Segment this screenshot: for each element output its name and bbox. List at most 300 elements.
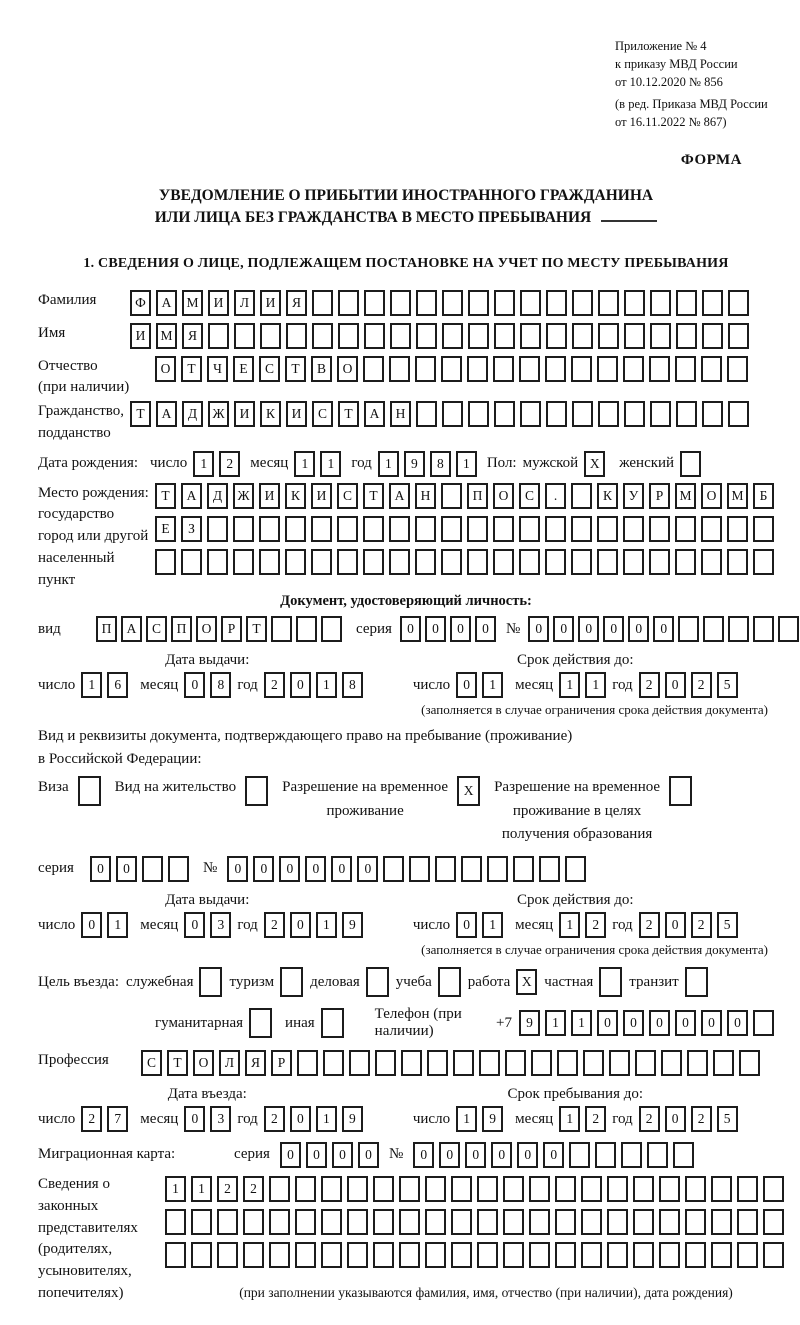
char-box[interactable]: А bbox=[121, 616, 142, 642]
char-box[interactable]: И bbox=[208, 290, 229, 316]
char-box[interactable] bbox=[678, 616, 699, 642]
char-box[interactable] bbox=[505, 1050, 526, 1076]
char-box[interactable]: 2 bbox=[585, 1106, 606, 1132]
char-box[interactable] bbox=[650, 290, 671, 316]
char-box[interactable] bbox=[675, 549, 696, 575]
char-box[interactable]: 1 bbox=[585, 672, 606, 698]
char-box[interactable] bbox=[565, 856, 586, 882]
char-box[interactable]: И bbox=[286, 401, 307, 427]
char-box[interactable]: 1 bbox=[559, 912, 580, 938]
char-box[interactable]: 2 bbox=[639, 1106, 660, 1132]
char-box[interactable] bbox=[703, 616, 724, 642]
char-box[interactable]: 5 bbox=[717, 912, 738, 938]
char-box[interactable]: Ж bbox=[233, 483, 254, 509]
char-box[interactable] bbox=[650, 401, 671, 427]
char-box[interactable]: 0 bbox=[603, 616, 624, 642]
char-box[interactable] bbox=[659, 1176, 680, 1202]
char-box[interactable] bbox=[685, 1209, 706, 1235]
char-box[interactable] bbox=[441, 516, 462, 542]
char-box[interactable] bbox=[477, 1176, 498, 1202]
char-box[interactable]: 5 bbox=[717, 672, 738, 698]
char-box[interactable] bbox=[623, 549, 644, 575]
char-box[interactable]: Р bbox=[221, 616, 242, 642]
char-box[interactable] bbox=[337, 516, 358, 542]
char-box[interactable] bbox=[297, 1050, 318, 1076]
char-box[interactable] bbox=[453, 1050, 474, 1076]
char-box[interactable]: 2 bbox=[639, 912, 660, 938]
char-box[interactable] bbox=[286, 323, 307, 349]
char-box[interactable] bbox=[520, 323, 541, 349]
char-box[interactable]: Т bbox=[181, 356, 202, 382]
char-box[interactable] bbox=[217, 1242, 238, 1268]
char-box[interactable] bbox=[233, 549, 254, 575]
char-box[interactable] bbox=[545, 549, 566, 575]
char-box[interactable] bbox=[399, 1242, 420, 1268]
char-box[interactable] bbox=[545, 356, 566, 382]
char-box[interactable] bbox=[321, 1176, 342, 1202]
char-box[interactable] bbox=[389, 549, 410, 575]
char-box[interactable]: Д bbox=[207, 483, 228, 509]
char-box[interactable] bbox=[607, 1176, 628, 1202]
char-box[interactable] bbox=[243, 1209, 264, 1235]
purpose-transit-checkbox[interactable] bbox=[685, 967, 708, 997]
char-box[interactable] bbox=[191, 1242, 212, 1268]
char-box[interactable]: Я bbox=[286, 290, 307, 316]
char-box[interactable] bbox=[493, 549, 514, 575]
char-box[interactable]: 0 bbox=[517, 1142, 538, 1168]
char-box[interactable] bbox=[271, 616, 292, 642]
purpose-work-checkbox[interactable]: X bbox=[516, 969, 537, 995]
char-box[interactable] bbox=[661, 1050, 682, 1076]
char-box[interactable]: 1 bbox=[559, 1106, 580, 1132]
char-box[interactable]: М bbox=[182, 290, 203, 316]
char-box[interactable]: К bbox=[597, 483, 618, 509]
char-box[interactable]: 8 bbox=[342, 672, 363, 698]
char-box[interactable]: Л bbox=[234, 290, 255, 316]
char-box[interactable]: 2 bbox=[585, 912, 606, 938]
char-box[interactable]: 1 bbox=[107, 912, 128, 938]
char-box[interactable] bbox=[217, 1209, 238, 1235]
char-box[interactable] bbox=[338, 290, 359, 316]
char-box[interactable]: М bbox=[156, 323, 177, 349]
char-box[interactable] bbox=[311, 516, 332, 542]
char-box[interactable] bbox=[728, 616, 749, 642]
char-box[interactable] bbox=[416, 323, 437, 349]
char-box[interactable]: Ч bbox=[207, 356, 228, 382]
char-box[interactable] bbox=[285, 549, 306, 575]
char-box[interactable] bbox=[753, 549, 774, 575]
char-box[interactable]: 1 bbox=[378, 451, 399, 477]
char-box[interactable]: Я bbox=[182, 323, 203, 349]
char-box[interactable] bbox=[531, 1050, 552, 1076]
char-box[interactable] bbox=[676, 323, 697, 349]
char-box[interactable] bbox=[571, 516, 592, 542]
char-box[interactable] bbox=[529, 1209, 550, 1235]
char-box[interactable] bbox=[442, 323, 463, 349]
char-box[interactable] bbox=[295, 1209, 316, 1235]
char-box[interactable]: 0 bbox=[81, 912, 102, 938]
char-box[interactable] bbox=[269, 1209, 290, 1235]
char-box[interactable]: 1 bbox=[193, 451, 214, 477]
char-box[interactable] bbox=[477, 1209, 498, 1235]
char-box[interactable]: 0 bbox=[665, 672, 686, 698]
purpose-study-checkbox[interactable] bbox=[438, 967, 461, 997]
char-box[interactable] bbox=[763, 1242, 784, 1268]
char-box[interactable]: 0 bbox=[653, 616, 674, 642]
char-box[interactable]: 1 bbox=[191, 1176, 212, 1202]
char-box[interactable]: 9 bbox=[404, 451, 425, 477]
char-box[interactable]: Т bbox=[285, 356, 306, 382]
char-box[interactable]: 1 bbox=[456, 451, 477, 477]
char-box[interactable] bbox=[338, 323, 359, 349]
char-box[interactable]: Л bbox=[219, 1050, 240, 1076]
char-box[interactable]: 1 bbox=[316, 1106, 337, 1132]
char-box[interactable] bbox=[494, 290, 515, 316]
char-box[interactable] bbox=[295, 1242, 316, 1268]
char-box[interactable] bbox=[415, 516, 436, 542]
char-box[interactable] bbox=[607, 1209, 628, 1235]
char-box[interactable] bbox=[295, 1176, 316, 1202]
temp-residence-checkbox[interactable]: X bbox=[457, 776, 480, 806]
char-box[interactable] bbox=[649, 549, 670, 575]
char-box[interactable]: 2 bbox=[219, 451, 240, 477]
char-box[interactable] bbox=[597, 516, 618, 542]
char-box[interactable] bbox=[598, 401, 619, 427]
char-box[interactable]: З bbox=[181, 516, 202, 542]
char-box[interactable]: Ж bbox=[208, 401, 229, 427]
char-box[interactable] bbox=[569, 1142, 590, 1168]
char-box[interactable] bbox=[321, 1242, 342, 1268]
char-box[interactable]: 1 bbox=[456, 1106, 477, 1132]
char-box[interactable] bbox=[753, 516, 774, 542]
char-box[interactable] bbox=[494, 401, 515, 427]
char-box[interactable]: 0 bbox=[184, 1106, 205, 1132]
purpose-other-checkbox[interactable] bbox=[321, 1008, 344, 1038]
char-box[interactable] bbox=[207, 549, 228, 575]
char-box[interactable]: 0 bbox=[306, 1142, 327, 1168]
char-box[interactable] bbox=[461, 856, 482, 882]
char-box[interactable] bbox=[321, 1209, 342, 1235]
char-box[interactable]: 2 bbox=[264, 912, 285, 938]
char-box[interactable]: 9 bbox=[342, 912, 363, 938]
char-box[interactable] bbox=[191, 1209, 212, 1235]
char-box[interactable]: 0 bbox=[649, 1010, 670, 1036]
char-box[interactable]: Т bbox=[338, 401, 359, 427]
char-box[interactable] bbox=[493, 516, 514, 542]
char-box[interactable]: 1 bbox=[320, 451, 341, 477]
char-box[interactable] bbox=[650, 323, 671, 349]
char-box[interactable]: П bbox=[171, 616, 192, 642]
char-box[interactable]: 0 bbox=[701, 1010, 722, 1036]
char-box[interactable]: 0 bbox=[305, 856, 326, 882]
char-box[interactable] bbox=[468, 401, 489, 427]
char-box[interactable] bbox=[409, 856, 430, 882]
char-box[interactable] bbox=[701, 549, 722, 575]
char-box[interactable]: С bbox=[146, 616, 167, 642]
char-box[interactable]: 0 bbox=[439, 1142, 460, 1168]
char-box[interactable] bbox=[425, 1209, 446, 1235]
char-box[interactable] bbox=[321, 616, 342, 642]
char-box[interactable]: С bbox=[312, 401, 333, 427]
char-box[interactable] bbox=[702, 401, 723, 427]
char-box[interactable] bbox=[401, 1050, 422, 1076]
char-box[interactable] bbox=[468, 323, 489, 349]
char-box[interactable]: 0 bbox=[465, 1142, 486, 1168]
char-box[interactable]: 1 bbox=[165, 1176, 186, 1202]
char-box[interactable]: 8 bbox=[210, 672, 231, 698]
char-box[interactable]: 0 bbox=[456, 912, 477, 938]
char-box[interactable] bbox=[259, 549, 280, 575]
char-box[interactable] bbox=[519, 549, 540, 575]
char-box[interactable] bbox=[713, 1050, 734, 1076]
char-box[interactable] bbox=[675, 356, 696, 382]
char-box[interactable]: 0 bbox=[227, 856, 248, 882]
char-box[interactable] bbox=[649, 356, 670, 382]
char-box[interactable] bbox=[155, 549, 176, 575]
char-box[interactable]: . bbox=[545, 483, 566, 509]
char-box[interactable] bbox=[597, 356, 618, 382]
char-box[interactable]: В bbox=[311, 356, 332, 382]
char-box[interactable]: 0 bbox=[553, 616, 574, 642]
char-box[interactable]: 2 bbox=[264, 672, 285, 698]
char-box[interactable] bbox=[701, 356, 722, 382]
char-box[interactable] bbox=[425, 1176, 446, 1202]
char-box[interactable] bbox=[243, 1242, 264, 1268]
char-box[interactable] bbox=[364, 323, 385, 349]
char-box[interactable]: Ф bbox=[130, 290, 151, 316]
char-box[interactable] bbox=[595, 1142, 616, 1168]
char-box[interactable]: Б bbox=[753, 483, 774, 509]
char-box[interactable] bbox=[609, 1050, 630, 1076]
char-box[interactable] bbox=[168, 856, 189, 882]
char-box[interactable] bbox=[571, 356, 592, 382]
char-box[interactable]: 1 bbox=[571, 1010, 592, 1036]
char-box[interactable] bbox=[647, 1142, 668, 1168]
char-box[interactable]: 0 bbox=[491, 1142, 512, 1168]
char-box[interactable] bbox=[165, 1242, 186, 1268]
char-box[interactable] bbox=[451, 1209, 472, 1235]
char-box[interactable]: 0 bbox=[357, 856, 378, 882]
char-box[interactable]: О bbox=[196, 616, 217, 642]
char-box[interactable] bbox=[727, 356, 748, 382]
char-box[interactable] bbox=[451, 1242, 472, 1268]
char-box[interactable]: 2 bbox=[639, 672, 660, 698]
char-box[interactable]: 0 bbox=[665, 912, 686, 938]
char-box[interactable] bbox=[685, 1176, 706, 1202]
char-box[interactable] bbox=[311, 549, 332, 575]
char-box[interactable] bbox=[701, 516, 722, 542]
char-box[interactable] bbox=[285, 516, 306, 542]
char-box[interactable]: 0 bbox=[279, 856, 300, 882]
temp-residence-edu-checkbox[interactable] bbox=[669, 776, 692, 806]
char-box[interactable] bbox=[728, 401, 749, 427]
char-box[interactable] bbox=[737, 1176, 758, 1202]
char-box[interactable] bbox=[702, 290, 723, 316]
char-box[interactable]: 2 bbox=[217, 1176, 238, 1202]
char-box[interactable]: С bbox=[259, 356, 280, 382]
char-box[interactable]: К bbox=[285, 483, 306, 509]
char-box[interactable] bbox=[442, 401, 463, 427]
char-box[interactable] bbox=[337, 549, 358, 575]
char-box[interactable] bbox=[503, 1176, 524, 1202]
visa-checkbox[interactable] bbox=[78, 776, 101, 806]
char-box[interactable] bbox=[493, 356, 514, 382]
char-box[interactable] bbox=[467, 516, 488, 542]
char-box[interactable]: А bbox=[156, 401, 177, 427]
char-box[interactable] bbox=[763, 1176, 784, 1202]
char-box[interactable]: О bbox=[337, 356, 358, 382]
char-box[interactable]: Т bbox=[363, 483, 384, 509]
char-box[interactable] bbox=[598, 323, 619, 349]
char-box[interactable] bbox=[373, 1209, 394, 1235]
char-box[interactable] bbox=[571, 549, 592, 575]
char-box[interactable]: Н bbox=[390, 401, 411, 427]
char-box[interactable]: 2 bbox=[243, 1176, 264, 1202]
char-box[interactable] bbox=[702, 323, 723, 349]
char-box[interactable]: 0 bbox=[358, 1142, 379, 1168]
char-box[interactable] bbox=[347, 1209, 368, 1235]
char-box[interactable] bbox=[467, 549, 488, 575]
char-box[interactable] bbox=[675, 516, 696, 542]
char-box[interactable] bbox=[728, 290, 749, 316]
char-box[interactable] bbox=[633, 1176, 654, 1202]
char-box[interactable]: О bbox=[155, 356, 176, 382]
char-box[interactable]: О bbox=[701, 483, 722, 509]
char-box[interactable] bbox=[581, 1176, 602, 1202]
char-box[interactable] bbox=[207, 516, 228, 542]
char-box[interactable] bbox=[479, 1050, 500, 1076]
char-box[interactable] bbox=[347, 1176, 368, 1202]
char-box[interactable] bbox=[142, 856, 163, 882]
char-box[interactable] bbox=[581, 1209, 602, 1235]
char-box[interactable] bbox=[269, 1242, 290, 1268]
char-box[interactable]: 0 bbox=[400, 616, 421, 642]
char-box[interactable] bbox=[415, 356, 436, 382]
char-box[interactable]: А bbox=[364, 401, 385, 427]
char-box[interactable] bbox=[778, 616, 799, 642]
char-box[interactable] bbox=[441, 483, 462, 509]
char-box[interactable]: 0 bbox=[727, 1010, 748, 1036]
char-box[interactable]: 1 bbox=[81, 672, 102, 698]
char-box[interactable] bbox=[477, 1242, 498, 1268]
char-box[interactable]: 0 bbox=[184, 912, 205, 938]
char-box[interactable]: 0 bbox=[628, 616, 649, 642]
char-box[interactable] bbox=[416, 401, 437, 427]
char-box[interactable] bbox=[598, 290, 619, 316]
char-box[interactable] bbox=[529, 1176, 550, 1202]
char-box[interactable] bbox=[427, 1050, 448, 1076]
char-box[interactable]: 1 bbox=[482, 672, 503, 698]
char-box[interactable]: О bbox=[493, 483, 514, 509]
char-box[interactable]: 0 bbox=[665, 1106, 686, 1132]
char-box[interactable] bbox=[503, 1242, 524, 1268]
char-box[interactable] bbox=[373, 1176, 394, 1202]
char-box[interactable] bbox=[728, 323, 749, 349]
char-box[interactable]: Р bbox=[271, 1050, 292, 1076]
char-box[interactable]: 0 bbox=[290, 672, 311, 698]
purpose-tourism-checkbox[interactable] bbox=[280, 967, 303, 997]
char-box[interactable] bbox=[555, 1242, 576, 1268]
char-box[interactable]: И bbox=[311, 483, 332, 509]
char-box[interactable] bbox=[415, 549, 436, 575]
char-box[interactable] bbox=[635, 1050, 656, 1076]
residence-permit-checkbox[interactable] bbox=[245, 776, 268, 806]
char-box[interactable]: 1 bbox=[559, 672, 580, 698]
char-box[interactable] bbox=[416, 290, 437, 316]
char-box[interactable]: 0 bbox=[413, 1142, 434, 1168]
char-box[interactable] bbox=[546, 290, 567, 316]
char-box[interactable]: А bbox=[181, 483, 202, 509]
char-box[interactable]: 0 bbox=[90, 856, 111, 882]
purpose-business-checkbox[interactable] bbox=[366, 967, 389, 997]
char-box[interactable] bbox=[312, 323, 333, 349]
char-box[interactable] bbox=[711, 1242, 732, 1268]
char-box[interactable]: П bbox=[96, 616, 117, 642]
char-box[interactable] bbox=[399, 1176, 420, 1202]
char-box[interactable] bbox=[513, 856, 534, 882]
char-box[interactable] bbox=[583, 1050, 604, 1076]
char-box[interactable]: Т bbox=[130, 401, 151, 427]
char-box[interactable]: 6 bbox=[107, 672, 128, 698]
char-box[interactable]: 0 bbox=[332, 1142, 353, 1168]
char-box[interactable]: Я bbox=[245, 1050, 266, 1076]
char-box[interactable]: 1 bbox=[294, 451, 315, 477]
char-box[interactable]: 1 bbox=[316, 912, 337, 938]
char-box[interactable] bbox=[520, 401, 541, 427]
female-checkbox[interactable] bbox=[680, 451, 701, 477]
char-box[interactable] bbox=[727, 549, 748, 575]
char-box[interactable] bbox=[260, 323, 281, 349]
char-box[interactable]: Е bbox=[233, 356, 254, 382]
char-box[interactable]: 2 bbox=[264, 1106, 285, 1132]
char-box[interactable]: Е bbox=[155, 516, 176, 542]
char-box[interactable] bbox=[624, 323, 645, 349]
char-box[interactable]: 0 bbox=[253, 856, 274, 882]
char-box[interactable]: У bbox=[623, 483, 644, 509]
char-box[interactable] bbox=[390, 290, 411, 316]
char-box[interactable] bbox=[233, 516, 254, 542]
char-box[interactable]: 1 bbox=[316, 672, 337, 698]
char-box[interactable]: 8 bbox=[430, 451, 451, 477]
char-box[interactable] bbox=[539, 856, 560, 882]
char-box[interactable] bbox=[607, 1242, 628, 1268]
char-box[interactable] bbox=[633, 1209, 654, 1235]
char-box[interactable] bbox=[753, 616, 774, 642]
char-box[interactable] bbox=[739, 1050, 760, 1076]
char-box[interactable]: 0 bbox=[290, 1106, 311, 1132]
char-box[interactable] bbox=[208, 323, 229, 349]
char-box[interactable] bbox=[529, 1242, 550, 1268]
char-box[interactable] bbox=[389, 356, 410, 382]
char-box[interactable] bbox=[676, 401, 697, 427]
char-box[interactable] bbox=[673, 1142, 694, 1168]
char-box[interactable] bbox=[435, 856, 456, 882]
char-box[interactable]: 1 bbox=[482, 912, 503, 938]
char-box[interactable]: 5 bbox=[717, 1106, 738, 1132]
char-box[interactable]: С bbox=[519, 483, 540, 509]
purpose-official-checkbox[interactable] bbox=[199, 967, 222, 997]
char-box[interactable] bbox=[555, 1209, 576, 1235]
char-box[interactable] bbox=[383, 856, 404, 882]
char-box[interactable] bbox=[659, 1209, 680, 1235]
char-box[interactable] bbox=[555, 1176, 576, 1202]
char-box[interactable] bbox=[363, 356, 384, 382]
char-box[interactable] bbox=[659, 1242, 680, 1268]
char-box[interactable] bbox=[234, 323, 255, 349]
char-box[interactable] bbox=[520, 290, 541, 316]
char-box[interactable] bbox=[269, 1176, 290, 1202]
char-box[interactable]: 0 bbox=[184, 672, 205, 698]
